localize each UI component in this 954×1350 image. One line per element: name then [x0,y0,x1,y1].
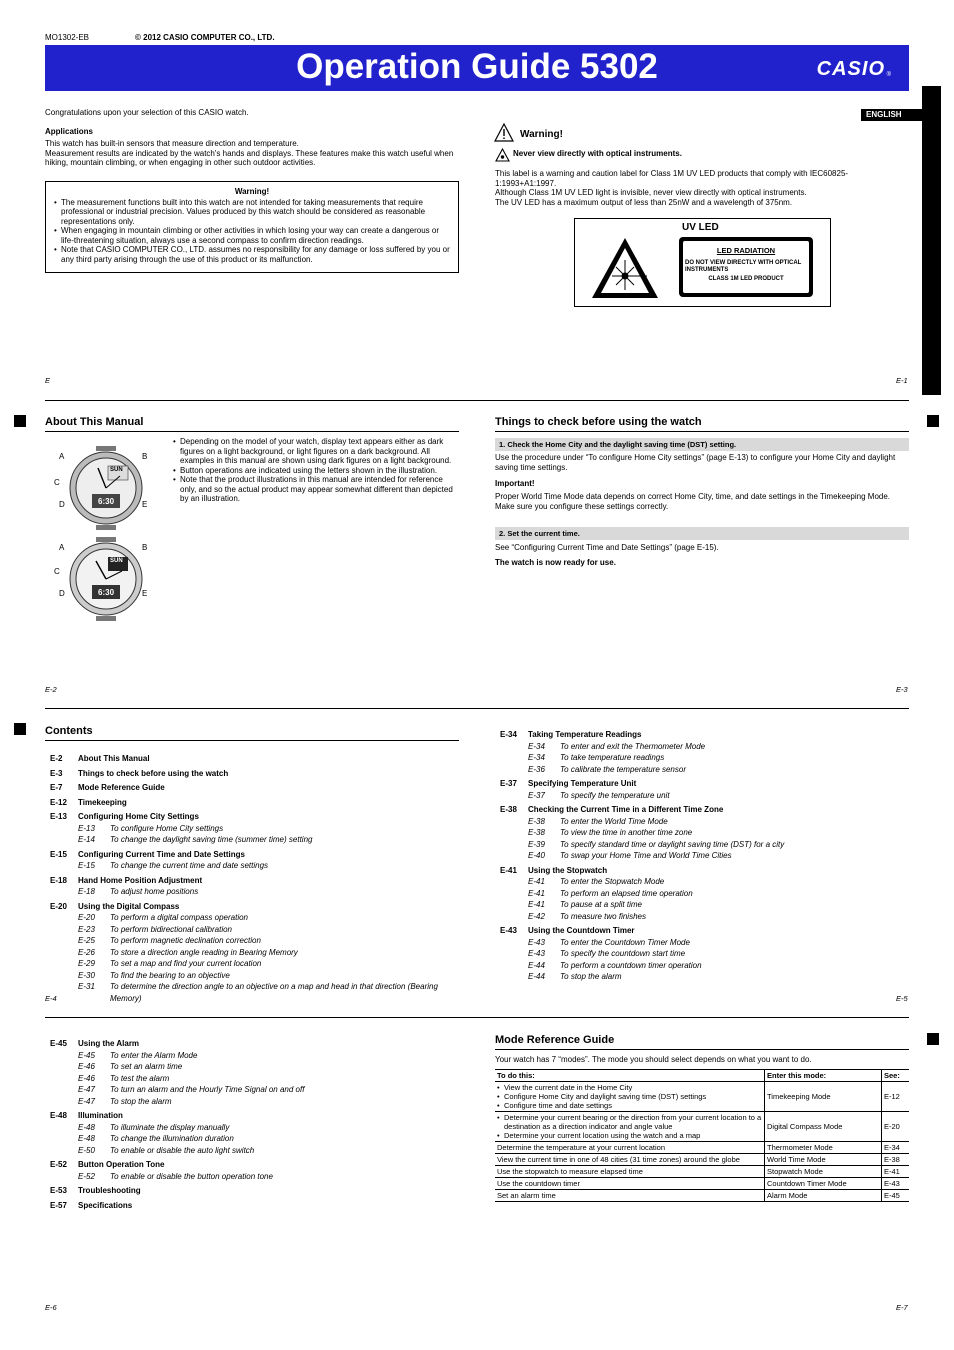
toc-page-ref: E-26 [78,947,95,957]
toc-subentry [500,741,910,753]
toc-subtitle: To adjust home positions [110,887,199,896]
toc-page-ref: E-34 [528,741,545,751]
toc-page-ref: E-15 [50,849,67,859]
todo-cell [495,1082,765,1112]
toc-subtitle: To specify the countdown start time [560,949,686,958]
toc-subtitle: To stop the alarm [110,1096,172,1106]
toc-subtitle: To view the time in another time zone [560,828,693,837]
toc-subentry [50,1171,460,1183]
toc-entry [50,1185,460,1197]
table-header-row [495,1070,909,1082]
toc-page-ref: E-31 [78,982,95,991]
list-item: • Depending on the model of your watch, display text appears either as dark figures on a light background, or light figures on a dark background. All examples in this manual are shown using dark figures on a light background. [173,437,459,466]
button-label: C [54,567,60,576]
warning-box-title: Warning! [234,187,270,196]
toc-title: Illumination [78,1111,123,1120]
toc-entry [50,753,460,765]
toc-entry [500,865,910,877]
page-ref-cell: E-12 [882,1082,910,1112]
title-banner [45,45,909,91]
page-marker [927,415,939,427]
toc-title: Troubleshooting [78,1186,141,1195]
toc-page-ref: E-45 [78,1050,95,1060]
toc-subtitle: To enter the Countdown Timer Mode [560,937,690,947]
toc-page-ref: E-39 [528,839,545,849]
toc-subentry [500,937,910,949]
toc-subtitle: To enter the Alarm Mode [110,1050,198,1060]
list-item: • Button operations are indicated using the letters shown in the illustration. [173,466,459,476]
toc-subentry [50,1145,460,1157]
toc-entry [50,1159,460,1171]
toc-page-ref: E-41 [528,888,545,898]
toc-page-ref: E-20 [78,913,95,922]
todo-cell [495,1112,765,1142]
toc-page-ref: E-38 [528,828,545,837]
toc-subtitle: To measure two finishes [560,911,646,921]
mode-cell: Thermometer Mode [765,1142,882,1154]
toc-entry [50,768,460,780]
button-label: C [54,478,60,487]
toc-title: Using the Digital Compass [78,901,180,911]
toc-entry [500,729,910,741]
table-row [495,1154,909,1166]
mode-cell: Timekeeping Mode [765,1082,882,1112]
toc-subentry [50,924,460,936]
toc-title: Configuring Home City Settings [78,812,199,821]
toc-subtitle: To change the illumination duration [110,1134,234,1143]
page-ref-cell: E-45 [882,1190,910,1202]
list-item: • The measurement functions built into this watch are not intended for taking measurements that require professional or industrial precision. Values produced by this watch should be considered as reasonable representations only. [54,198,450,227]
toc-subtitle: To enable or disable the button operation tone [110,1171,273,1181]
toc-entry [50,811,460,823]
toc-subentry [50,834,460,846]
warning-box [45,181,459,273]
contents-right [500,726,910,983]
toc-page-ref: E-25 [78,936,95,945]
toc-page-ref: E-41 [528,877,545,886]
toc-page-ref: E-36 [528,764,545,774]
toc-title: Timekeeping [78,797,127,807]
toc-subentry [500,911,910,923]
applications-heading: Applications [45,127,94,136]
table-row [495,1178,909,1190]
warning-heading: Warning! [520,129,563,140]
toc-page-ref: E-13 [50,812,67,821]
toc-page-ref: E-14 [78,835,95,844]
copyright: © 2012 CASIO COMPUTER CO., LTD. [135,33,275,42]
toc-page-ref: E-23 [78,924,95,934]
toc-page-ref: E-34 [500,730,517,739]
toc-page-ref: E-50 [78,1145,95,1155]
toc-page-ref: E-44 [528,972,545,981]
toc-subtitle: To specify the temperature unit [560,790,670,800]
toc-subtitle: To calibrate the temperature sensor [560,764,686,774]
page-number: E-6 [45,1303,57,1312]
button-label: A [59,543,65,552]
toc-subtitle: To determine the direction angle to an objective on a map and head in that direction (Bearing Memory) [110,982,438,1003]
warning-list [54,198,450,265]
toc-page-ref: E-44 [528,960,545,970]
mode-table-wrap [495,1069,909,1202]
things-heading: Things to check before using the watch [495,416,909,432]
toc-page-ref: E-48 [50,1111,67,1120]
toc-subtitle: To take temperature readings [560,753,665,762]
toc-subtitle: To specify standard time or daylight saving time (DST) for a city [560,839,785,849]
intro-text: Congratulations upon your selection of this CASIO watch. [45,108,249,117]
toc-subtitle: To enable or disable the auto light switch [110,1145,255,1155]
toc-page-ref: E-48 [78,1122,95,1132]
toc-subentry [500,764,910,776]
toc-subentry [50,970,460,982]
toc-page-ref: E-57 [50,1200,67,1210]
toc-subentry [50,912,460,924]
mode-cell: Countdown Timer Mode [765,1178,882,1190]
table-row [495,1190,909,1202]
toc-title: About This Manual [78,754,150,763]
mode-cell: World Time Mode [765,1154,882,1166]
table-row [495,1142,909,1154]
list-item: • Determine your current bearing or the direction from your current location to a destination as a direction indicator and angle value [497,1113,762,1131]
doc-code: MO1302-EB [45,33,90,42]
page-number: E-5 [896,994,908,1003]
page-number: E-3 [896,685,908,694]
page-ref-cell: E-41 [882,1166,910,1178]
watch-illustration: SUN 6:30 [56,446,156,530]
page-number: E-4 [45,994,57,1003]
todo-cell: View the current time in one of 48 cities (31 time zones) around the globe [495,1154,765,1166]
toc-subentry [500,888,910,900]
toc-entry [50,849,460,861]
laser-hazard-icon [590,236,660,300]
toc-page-ref: E-43 [500,926,517,935]
toc-subtitle: To set a map and find your current location [110,959,262,968]
table-row [495,1112,909,1142]
toc-title: Using the Alarm [78,1039,140,1048]
toc-page-ref: E-3 [50,768,63,778]
mode-guide-intro: Your watch has 7 “modes”. The mode you should select depends on what you want to do. [495,1055,812,1064]
led-radiation-panel: LED RADIATION DO NOT VIEW DIRECTLY WITH OPTICAL INSTRUMENTS CLASS 1M LED PRODUCT [679,237,813,297]
contents-left [50,750,460,1004]
toc-subentry [50,958,460,970]
toc-subentry [50,1061,460,1073]
toc-subtitle: To perform an elapsed time operation [560,888,693,898]
toc-subtitle: To perform bidirectional calibration [110,924,232,934]
toc-page-ref: E-37 [500,779,517,788]
toc-subtitle: To change the daylight saving time (summer time) setting [110,835,313,844]
step-bar: 1. Check the Home City and the daylight saving time (DST) setting. [495,438,909,451]
table-row [495,1082,909,1112]
toc-subentry [50,860,460,872]
important-text: Proper World Time Mode data depends on correct Home City, time, and date settings in the Timekeeping Mode. Make sure you configure these settings correctly. [495,492,891,511]
toc-page-ref: E-38 [500,805,517,814]
toc-subtitle: To set an alarm time [110,1062,183,1071]
toc-page-ref: E-18 [50,875,67,885]
todo-cell: Determine the temperature at your current location [495,1142,765,1154]
divider [45,400,909,401]
toc-subentry [50,886,460,898]
toc-subtitle: To find the bearing to an objective [110,970,230,980]
toc-page-ref: E-13 [78,823,95,833]
list-item: • Configure time and date settings [497,1101,762,1110]
toc-page-ref: E-41 [528,900,545,909]
about-list [173,437,459,504]
toc-page-ref: E-34 [528,753,545,762]
toc-subtitle: To pause at a split time [560,900,642,909]
applications-text: This watch has built-in sensors that measure direction and temperature. Measurement results are indicated by the watch's hands and displays. These features make this watch useful when hiking, mountain climbing, or when engaging in other such outdoor activities. [45,139,454,167]
todo-cell: Set an alarm time [495,1190,765,1202]
toc-subtitle: To enter the World Time Mode [560,816,668,826]
toc-entry [500,804,910,816]
toc-page-ref: E-7 [50,783,63,792]
toc-subentry [500,960,910,972]
toc-subtitle: To stop the alarm [560,972,622,981]
important-label: Important! [495,479,535,488]
toc-subtitle: To change the current time and date settings [110,861,269,870]
watch-illustration: SUN 6:30 [56,537,156,621]
page-ref-cell: E-20 [882,1112,910,1142]
watch-face-icon [56,537,156,621]
toc-page-ref: E-47 [78,1085,95,1094]
registered-mark: ® [886,72,891,78]
toc-title: Configuring Current Time and Date Settings [78,849,245,859]
toc-subentry [500,752,910,764]
toc-subentry [500,971,910,983]
toc-subtitle: To illuminate the display manually [110,1122,230,1132]
toc-title: Using the Stopwatch [528,865,608,875]
divider [45,708,909,709]
mode-cell: Stopwatch Mode [765,1166,882,1178]
toc-page-ref: E-42 [528,911,545,921]
side-tab [922,86,941,395]
page-title: Operation Guide 5302 [296,47,658,86]
mode-cell: Alarm Mode [765,1190,882,1202]
uv-led-label [574,218,831,307]
warning-triangle-icon [494,123,514,142]
page-number: E-2 [45,685,57,694]
toc-subentry [50,823,460,835]
toc-title: Specifications [78,1200,133,1210]
contents-heading: Contents [45,725,459,741]
toc-page-ref: E-15 [78,861,95,870]
toc-entry [50,782,460,794]
list-item: • Note that the product illustrations in this manual are intended for reference only, and so the actual product may appear somewhat different than depicted by an illustration. [173,475,459,504]
toc-subtitle: To perform a countdown timer operation [560,960,702,970]
contents-continued [50,1035,460,1211]
page-ref-cell: E-34 [882,1142,910,1154]
page-marker [14,723,26,735]
toc-subentry [500,876,910,888]
toc-page-ref: E-53 [50,1186,67,1195]
toc-page-ref: E-46 [78,1073,95,1083]
list-item: • Note that CASIO COMPUTER CO., LTD. assumes no responsibility for any damage or loss suffered by you or any third party arising through the use of this product or its malfunction. [54,245,450,264]
toc-subtitle: To store a direction angle reading in Bearing Memory [110,947,298,957]
toc-subentry [50,1122,460,1134]
toc-page-ref: E-18 [78,887,95,896]
mode-cell: Digital Compass Mode [765,1112,882,1142]
toc-subtitle: To configure Home City settings [110,823,224,833]
toc-title: Taking Temperature Readings [528,730,642,739]
toc-page-ref: E-48 [78,1134,95,1143]
toc-page-ref: E-47 [78,1096,95,1106]
toc-subtitle: To swap your Home Time and World Time Cities [560,851,732,860]
table-row [495,1166,909,1178]
todo-cell: Use the stopwatch to measure elapsed time [495,1166,765,1178]
toc-page-ref: E-46 [78,1062,95,1071]
toc-subentry [50,1073,460,1085]
toc-entry [50,1200,460,1212]
toc-subtitle: To test the alarm [110,1073,170,1083]
todo-cell: Use the countdown timer [495,1178,765,1190]
watch-face-icon [56,446,156,530]
toc-subentry [500,899,910,911]
toc-page-ref: E-29 [78,959,95,968]
toc-page-ref: E-37 [528,790,545,800]
toc-subtitle: To enter and exit the Thermometer Mode [560,741,706,751]
page-number: E-7 [896,1303,908,1312]
toc-page-ref: E-38 [528,816,545,826]
step-bar: 2. Set the current time. [495,527,909,540]
button-label: D [59,589,65,598]
uv-led-title: UV LED [682,222,719,233]
toc-subentry [50,1084,460,1096]
toc-page-ref: E-30 [78,970,95,980]
button-label: A [59,452,65,461]
toc-subentry [50,1050,460,1062]
step-text: See “Configuring Current Time and Date Settings” (page E-15). [495,543,719,552]
button-label: B [142,543,148,552]
toc-page-ref: E-20 [50,901,67,911]
about-heading: About This Manual [45,416,459,432]
toc-page-ref: E-52 [50,1160,67,1169]
toc-title: Specifying Temperature Unit [528,779,637,788]
divider [45,1017,909,1018]
toc-page-ref: E-2 [50,754,63,763]
toc-subtitle: To enter the Stopwatch Mode [560,877,665,886]
column-header: To do this: [495,1070,765,1082]
toc-entry [500,778,910,790]
column-header: See: [882,1070,910,1082]
page-marker [14,415,26,427]
page-ref-cell: E-38 [882,1154,910,1166]
step-text: Use the procedure under “To configure Home City settings” (page E-13) to configure your Home City and daylight saving time settings. [495,453,896,472]
list-item: • Configure Home City and daylight saving time (DST) settings [497,1092,762,1101]
never-view-text: Never view directly with optical instruments. [513,149,682,158]
toc-subentry [500,948,910,960]
mode-guide-heading: Mode Reference Guide [495,1034,909,1050]
toc-entry [50,901,460,913]
label-description: This label is a warning and caution label for Class 1M UV LED products that comply with IEC60825-1:1993+A1:1997. Although Class 1M UV LED light is invisible, never view directly with optical instruments. The UV LED has a maximum output of less than 25nW and a wavelength of 375nm. [495,169,849,207]
toc-subentry [50,981,460,1004]
mode-table [495,1069,909,1202]
toc-subtitle: To turn an alarm and the Hourly Time Signal on and off [110,1085,305,1094]
list-item: • Determine your current location using the watch and a map [497,1131,762,1140]
toc-page-ref: E-45 [50,1039,67,1048]
toc-title: Hand Home Position Adjustment [78,875,203,885]
button-label: B [142,452,148,461]
toc-page-ref: E-52 [78,1171,95,1181]
toc-page-ref: E-43 [528,937,545,947]
toc-subtitle: To perform magnetic declination correction [110,936,261,945]
list-item: • View the current date in the Home City [497,1083,762,1092]
toc-subentry [500,839,910,851]
button-label: E [142,589,148,598]
casio-logo: CASIO [816,58,885,80]
language-tab: ENGLISH [861,109,922,121]
toc-page-ref: E-12 [50,797,67,807]
toc-page-ref: E-43 [528,949,545,958]
toc-title: Using the Countdown Timer [528,926,635,935]
toc-title: Things to check before using the watch [78,768,229,778]
laser-warning-icon [495,148,510,162]
toc-title: Button Operation Tone [78,1160,165,1169]
page-number: E [45,376,51,385]
page-marker [927,1033,939,1045]
toc-entry [50,875,460,887]
page-ref-cell: E-43 [882,1178,910,1190]
page-number: E-1 [896,376,908,385]
toc-subentry [500,827,910,839]
toc-title: Mode Reference Guide [78,783,165,792]
toc-subentry [50,1133,460,1145]
toc-subentry [50,1096,460,1108]
toc-subentry [500,790,910,802]
column-header: Enter this mode: [765,1070,882,1082]
toc-subentry [500,850,910,862]
list-item: • When engaging in mountain climbing or other activities in which losing your way can create a dangerous or life-threatening situation, always use a second compass to confirm direction readings. [54,226,450,245]
toc-title: Checking the Current Time in a Different Time Zone [528,805,724,814]
button-label: E [142,500,148,509]
toc-entry [50,1038,460,1050]
toc-subentry [500,816,910,828]
toc-subtitle: To perform a digital compass operation [110,913,248,922]
toc-entry [50,797,460,809]
toc-subentry [50,935,460,947]
toc-subentry [50,947,460,959]
button-label: D [59,500,65,509]
toc-page-ref: E-40 [528,851,545,860]
toc-entry [50,1110,460,1122]
toc-entry [500,925,910,937]
toc-page-ref: E-41 [500,865,517,875]
ready-text: The watch is now ready for use. [495,558,616,567]
